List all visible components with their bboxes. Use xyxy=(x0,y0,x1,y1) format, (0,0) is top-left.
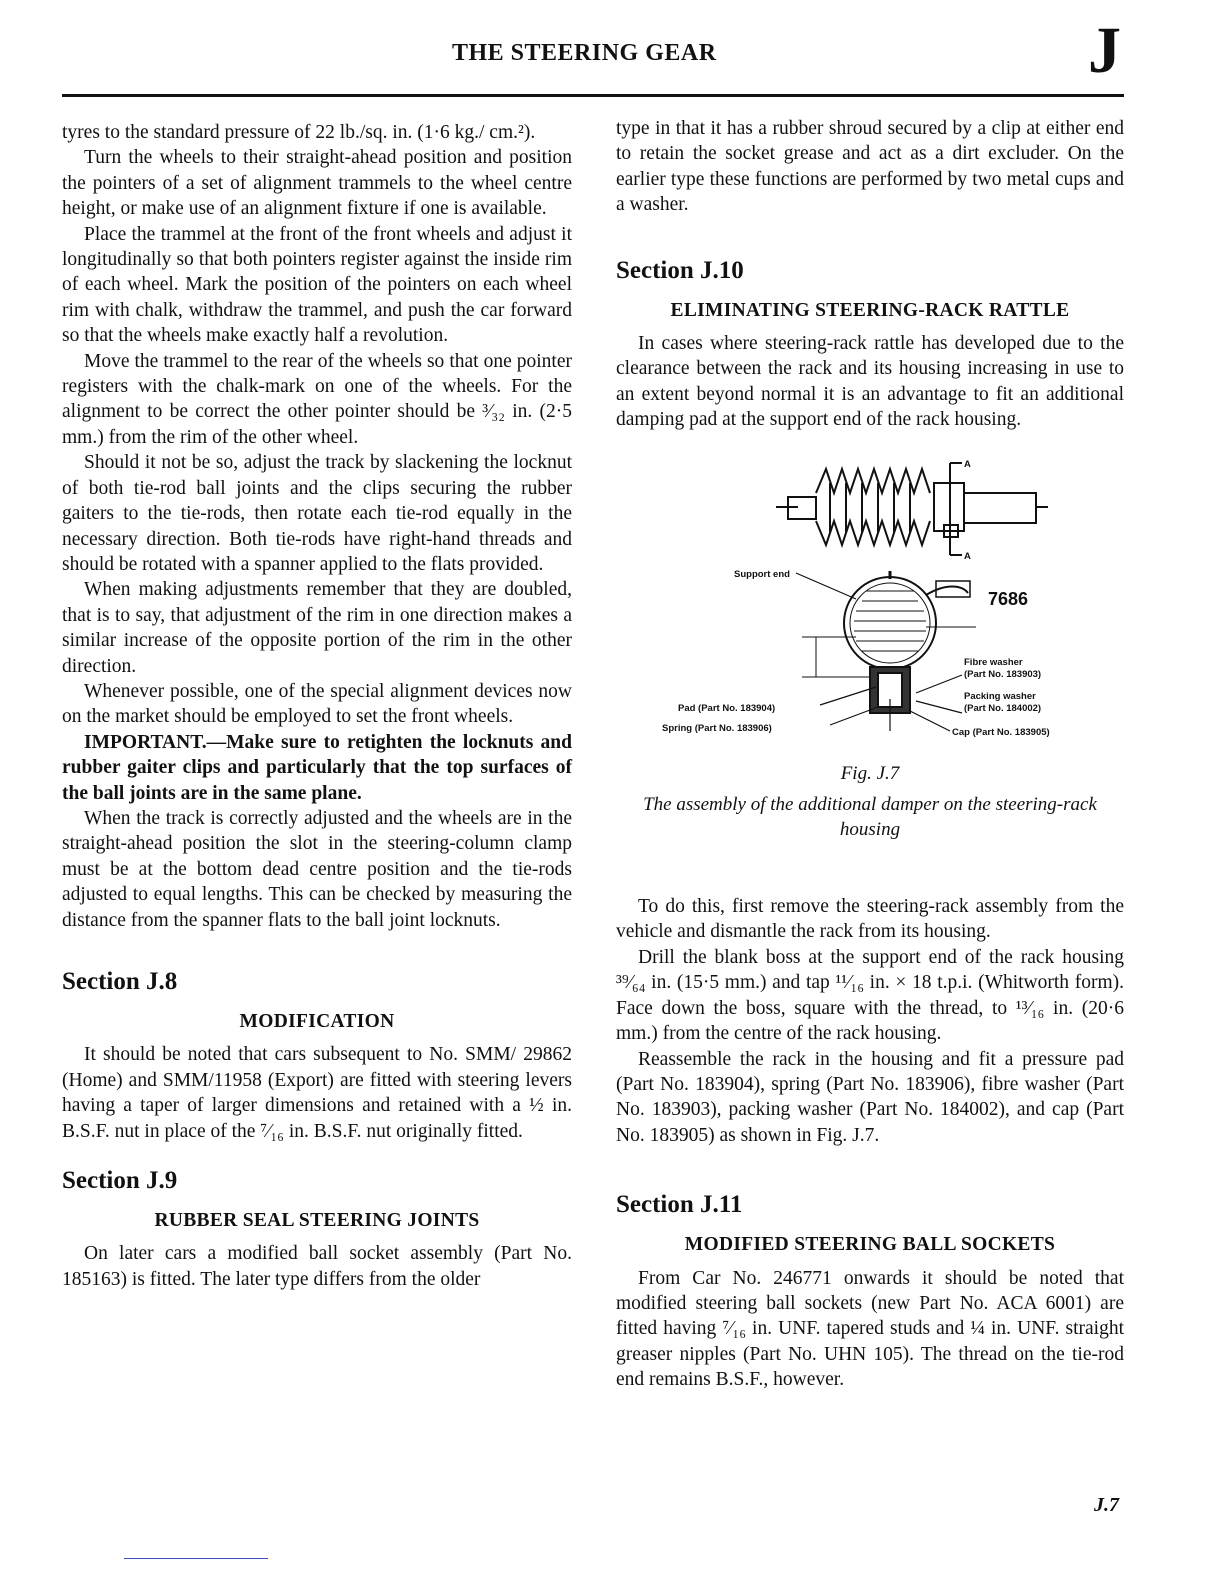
paragraph: Should it not be so, adjust the track by slackening the locknut of both tie-rod ball joints and the clips securing the rubber gaiters to the tie-rods, then rotate each tie-rod equally in the necessary direction. Both tie-rods have right-hand threads and should be rotated with a spanner applied to the flats provided. xyxy=(62,452,572,575)
paragraph: Drill the blank boss at the support end of the rack housing ³⁹⁄₆₄ in. (15·5 mm.) and tap ¹¹⁄₁₆ in. × 18 t.p.i. (Whitworth form). Face down the boss, square with the thread, to ¹³⁄₁₆ in. (20·6 mm.) from the centre of the rack housing. xyxy=(616,946,1124,1045)
subheading-modified-ball-sockets: MODIFIED STEERING BALL SOCKETS xyxy=(684,1234,1056,1256)
label-pad: Pad (Part No. 183904) xyxy=(678,702,776,714)
label-spring: Spring (Part No. 183906) xyxy=(662,722,772,734)
paragraph: When making adjustments remember that they are doubled, that is to say, that adjustment of the rim in one direction makes a similar increase of the opposite portion of the rim in the other direction. xyxy=(62,579,572,677)
damper-section-drawing xyxy=(802,571,976,713)
paragraph: Reassemble the rack in the housing and fit a pressure pad (Part No. 183904), spring (Part No. 183906), fibre washer (Part No. 183903), packing washer (Part No. 184002), and cap (Part No. 183905) as shown in Fig. J.7. xyxy=(616,1048,1124,1146)
header-divider xyxy=(62,94,1124,97)
chapter-letter: J xyxy=(1088,14,1121,87)
paragraph: From Car No. 246771 onwards it should be noted that modified steering ball sockets (new Part No. ACA 6001) are fitted having ⁷⁄₁₆ in. UNF. tapered studs and ¼ in. UNF. straight greaser nipples (Part No. UHN 105). The thread on the tie-rod end remains B.S.F., however. xyxy=(616,1267,1124,1391)
section-heading-j11: Section J.11 xyxy=(616,1191,743,1219)
steering-rack-housing-drawing xyxy=(776,463,1048,555)
section-heading-j8: Section J.8 xyxy=(62,968,178,995)
important-note: IMPORTANT.—Make sure to retighten the locknuts and rubber gaiter clips and particularly that the top surfaces of the ball joints are in the same plane. xyxy=(62,731,572,804)
paragraph: Move the trammel to the rear of the wheels so that one pointer registers with the chalk-mark on one of the wheels. For the alignment to be correct the other pointer should be ³⁄₃₂ in. (2·5 mm.) from the rim of the other wheel. xyxy=(62,350,572,448)
figure-caption: The assembly of the additional damper on the steering-rack housing xyxy=(643,794,1097,841)
section-heading-j10: Section J.10 xyxy=(616,256,744,284)
footer-line xyxy=(124,1558,268,1559)
label-support-end: Support end xyxy=(734,568,790,580)
right-column xyxy=(616,116,1124,1393)
section-marker-top: A xyxy=(964,458,971,470)
paragraph: Turn the wheels to their straight-ahead position and position the pointers of a set of alignment trammels to the wheel centre height, or make use of an alignment fixture if one is available. xyxy=(62,147,572,220)
page-title: THE STEERING GEAR xyxy=(452,40,717,66)
paragraph: In cases where steering-rack rattle has developed due to the clearance between the rack and its housing increasing in use to an extent beyond normal it is an advantage to fit an additional damping pad at the support end of the rack housing. xyxy=(616,333,1124,431)
label-cap: Cap (Part No. 183905) xyxy=(952,726,1050,738)
paragraph: Whenever possible, one of the special alignment devices now on the market should be employed to set the front wheels. xyxy=(62,680,572,728)
paragraph: On later cars a modified ball socket assembly (Part No. 185163) is fitted. The later type differs from the older xyxy=(62,1243,572,1290)
paragraph: type in that it has a rubber shroud secured by a clip at either end to retain the socket grease and act as a dirt excluder. On the earlier type these functions are performed by two metal cups and a washer. xyxy=(616,118,1124,216)
page-number: J.7 xyxy=(1094,1494,1119,1516)
subheading-modification: MODIFICATION xyxy=(239,1011,395,1032)
section-heading-j9: Section J.9 xyxy=(62,1167,178,1195)
paragraph: Place the trammel at the front of the front wheels and adjust it longitudinally so that both pointers register against the inside rim of each wheel. Mark the position of the pointers on each wheel rim with chalk, withdraw the trammel, and push the car forward so that the wheels make exactly half a revolution. xyxy=(62,223,572,347)
paragraph: To do this, first remove the steering-rack assembly from the vehicle and dismantle the rack from its housing. xyxy=(616,896,1124,943)
paragraph: It should be noted that cars subsequent to No. SMM/ 29862 (Home) and SMM/11958 (Export) are fitted with steering levers having a taper of larger dimensions and retained with a ½ in. B.S.F. nut in place of the ⁷⁄₁₆ in. B.S.F. nut originally fitted. xyxy=(62,1044,572,1142)
paragraph: When the track is correctly adjusted and the wheels are in the straight-ahead position the slot in the steering-column clamp must be at the bottom dead centre position and the tie-rods adjusted to equal lengths. This can be checked by measuring the distance from the spanner flats to the ball joint locknuts. xyxy=(62,807,572,931)
figure-j7 xyxy=(616,455,1124,755)
figure-label: Fig. J.7 xyxy=(840,762,900,784)
label-fibre-washer: Fibre washer xyxy=(964,656,1023,668)
subheading-rubber-seal: RUBBER SEAL STEERING JOINTS xyxy=(154,1210,480,1232)
subheading-eliminating-rattle: ELIMINATING STEERING-RACK RATTLE xyxy=(670,299,1070,321)
label-packing-washer: Packing washer xyxy=(964,690,1036,702)
drawing-number: 7686 xyxy=(988,588,1029,609)
paragraph: tyres to the standard pressure of 22 lb./sq. in. (1·6 kg./ cm.²). xyxy=(62,122,536,143)
label-fibre-washer-part: (Part No. 183903) xyxy=(964,668,1042,680)
section-marker-bottom: A xyxy=(964,550,971,562)
label-packing-washer-part: (Part No. 184002) xyxy=(964,702,1042,714)
damper-assembly-diagram xyxy=(616,455,1124,755)
left-column xyxy=(62,120,572,1292)
